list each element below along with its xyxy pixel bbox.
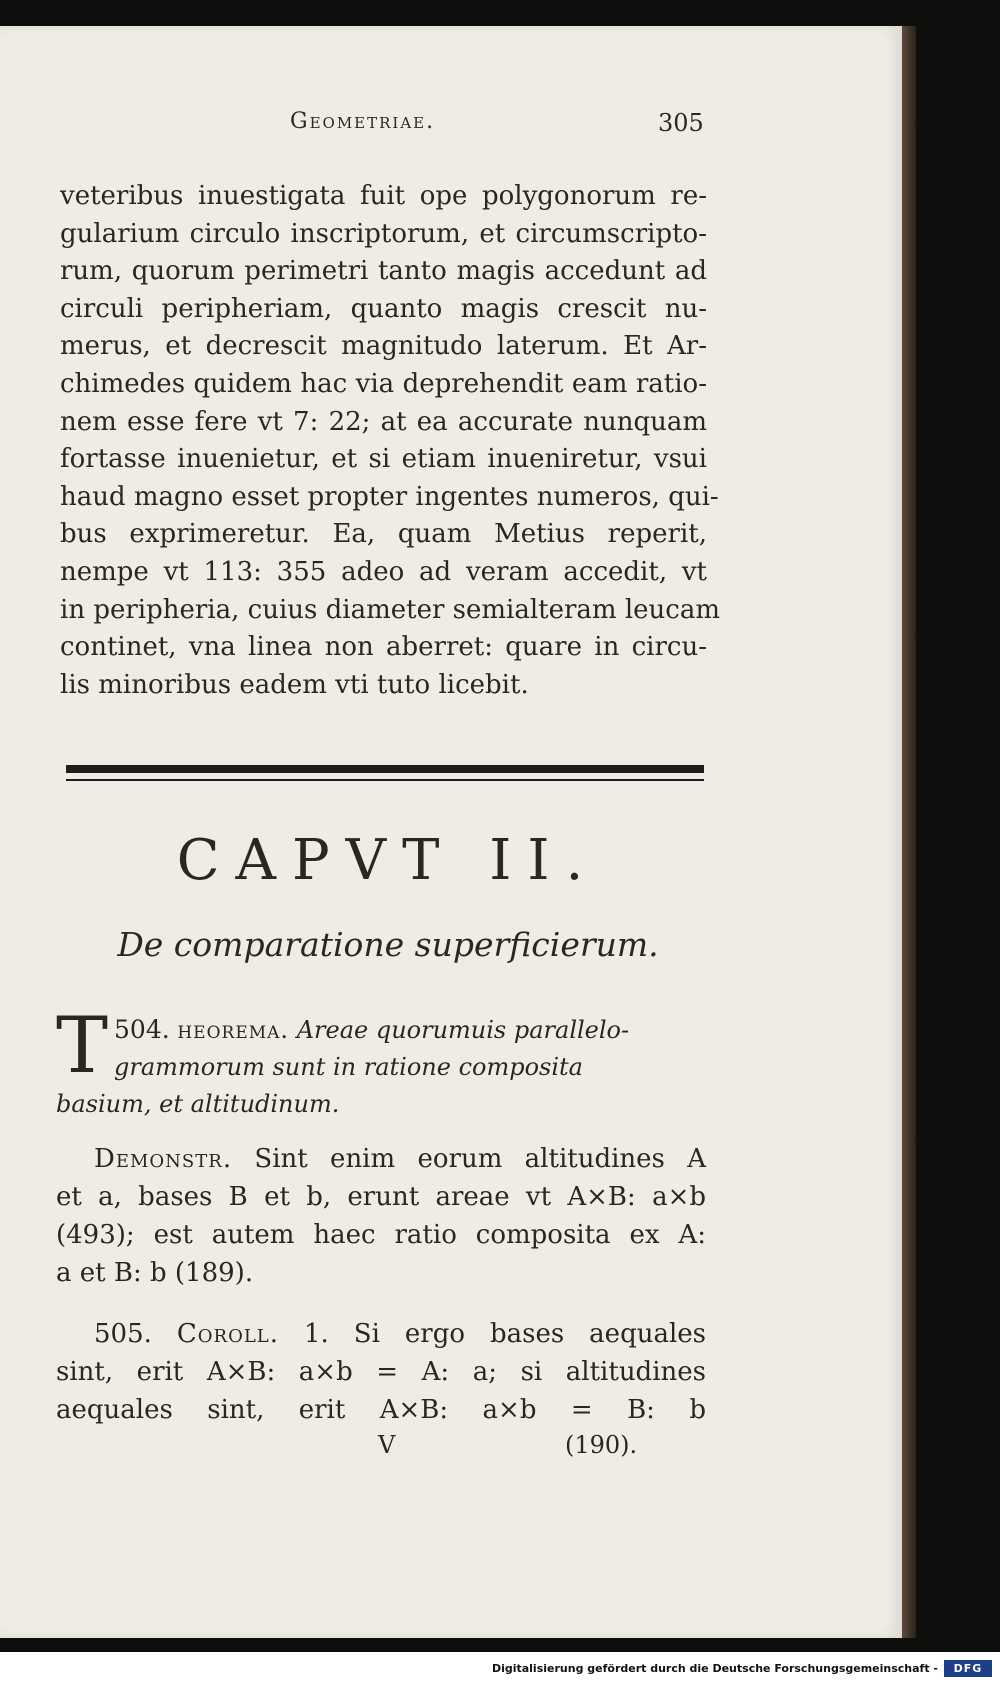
running-head: Geometriae. <box>290 109 436 134</box>
text-line: circuli peripheriam, quanto magis crescit nu- <box>60 293 707 324</box>
section-rule-thin <box>66 779 704 781</box>
signature-mark: V <box>378 1431 396 1459</box>
corollary-505 <box>56 1315 706 1429</box>
dfg-logo: DFG <box>944 1660 992 1677</box>
section-number: 505. <box>94 1319 152 1349</box>
text-line: lis minoribus eadem vti tuto licebit. <box>60 669 529 700</box>
text-line: sint, erit A×B: a×b = A: a; si altitudines <box>56 1357 706 1387</box>
text-line: gularium circulo inscriptorum, et circumscripto- <box>60 218 707 249</box>
text-line: Demonstr. Sint enim eorum altitudines A <box>94 1144 706 1174</box>
text-line: et a, bases B et b, erunt areae vt A×B: a×b <box>56 1182 706 1212</box>
theorem-label: heorema. <box>177 1016 290 1044</box>
text-line: nem esse fere vt 7: 22; at ea accurate nunquam <box>60 406 707 437</box>
demonstration <box>56 1140 706 1292</box>
theorem-text: basium, et altitudinum. <box>56 1090 340 1118</box>
text-line: rum, quorum perimetri tanto magis accedunt ad <box>60 256 707 287</box>
page-edge <box>902 26 916 1638</box>
dropcap: T <box>56 1001 109 1091</box>
text-line: continet, vna linea non aberret: quare in circu- <box>60 632 707 663</box>
text-line: aequales sint, erit A×B: a×b = B: b <box>56 1395 706 1425</box>
catchword: (190). <box>565 1431 638 1459</box>
text-line: bus exprimeretur. Ea, quam Metius reperit, <box>60 519 707 550</box>
theorem-text: Areae quorumuis parallelo- <box>296 1016 630 1044</box>
chapter-heading: CAPVT II. <box>176 828 600 893</box>
text-line: haud magno esset propter ingentes numeros, qui- <box>60 481 719 512</box>
text-line: merus, et decrescit magnitudo laterum. Et Ar- <box>60 331 707 362</box>
text-line: veteribus inuestigata fuit ope polygonorum re- <box>60 181 707 211</box>
text-line: 505. Coroll. 1. Si ergo bases aequales <box>94 1319 706 1349</box>
text-line: chimedes quidem hac via deprehendit eam ratio- <box>60 368 707 399</box>
section-rule-thick <box>66 765 704 773</box>
corollary-label: Coroll. <box>176 1319 280 1349</box>
page-number: 305 <box>658 109 704 137</box>
text-line: nempe vt 113: 355 adeo ad veram accedit, vt <box>60 556 707 587</box>
footer-credit: Digitalisierung gefördert durch die Deutsche Forschungsgemeinschaft - <box>491 1662 938 1675</box>
chapter-subtitle: De comparatione superficierum. <box>117 925 659 964</box>
demonstration-label: Demonstr. <box>94 1144 233 1174</box>
theorem-504 <box>56 1001 706 1123</box>
text-line: fortasse inuenietur, et si etiam inueniretur, vsui <box>60 444 707 475</box>
section-number: 504. <box>114 1015 170 1044</box>
text-line: in peripheria, cuius diameter semialteram leucam <box>60 594 721 625</box>
text-line: a et B: b (189). <box>56 1258 254 1288</box>
text-line: (493); est autem haec ratio composita ex A: <box>56 1220 706 1250</box>
body-paragraph <box>60 178 721 704</box>
theorem-text: grammorum sunt in ratione composita <box>114 1053 583 1081</box>
